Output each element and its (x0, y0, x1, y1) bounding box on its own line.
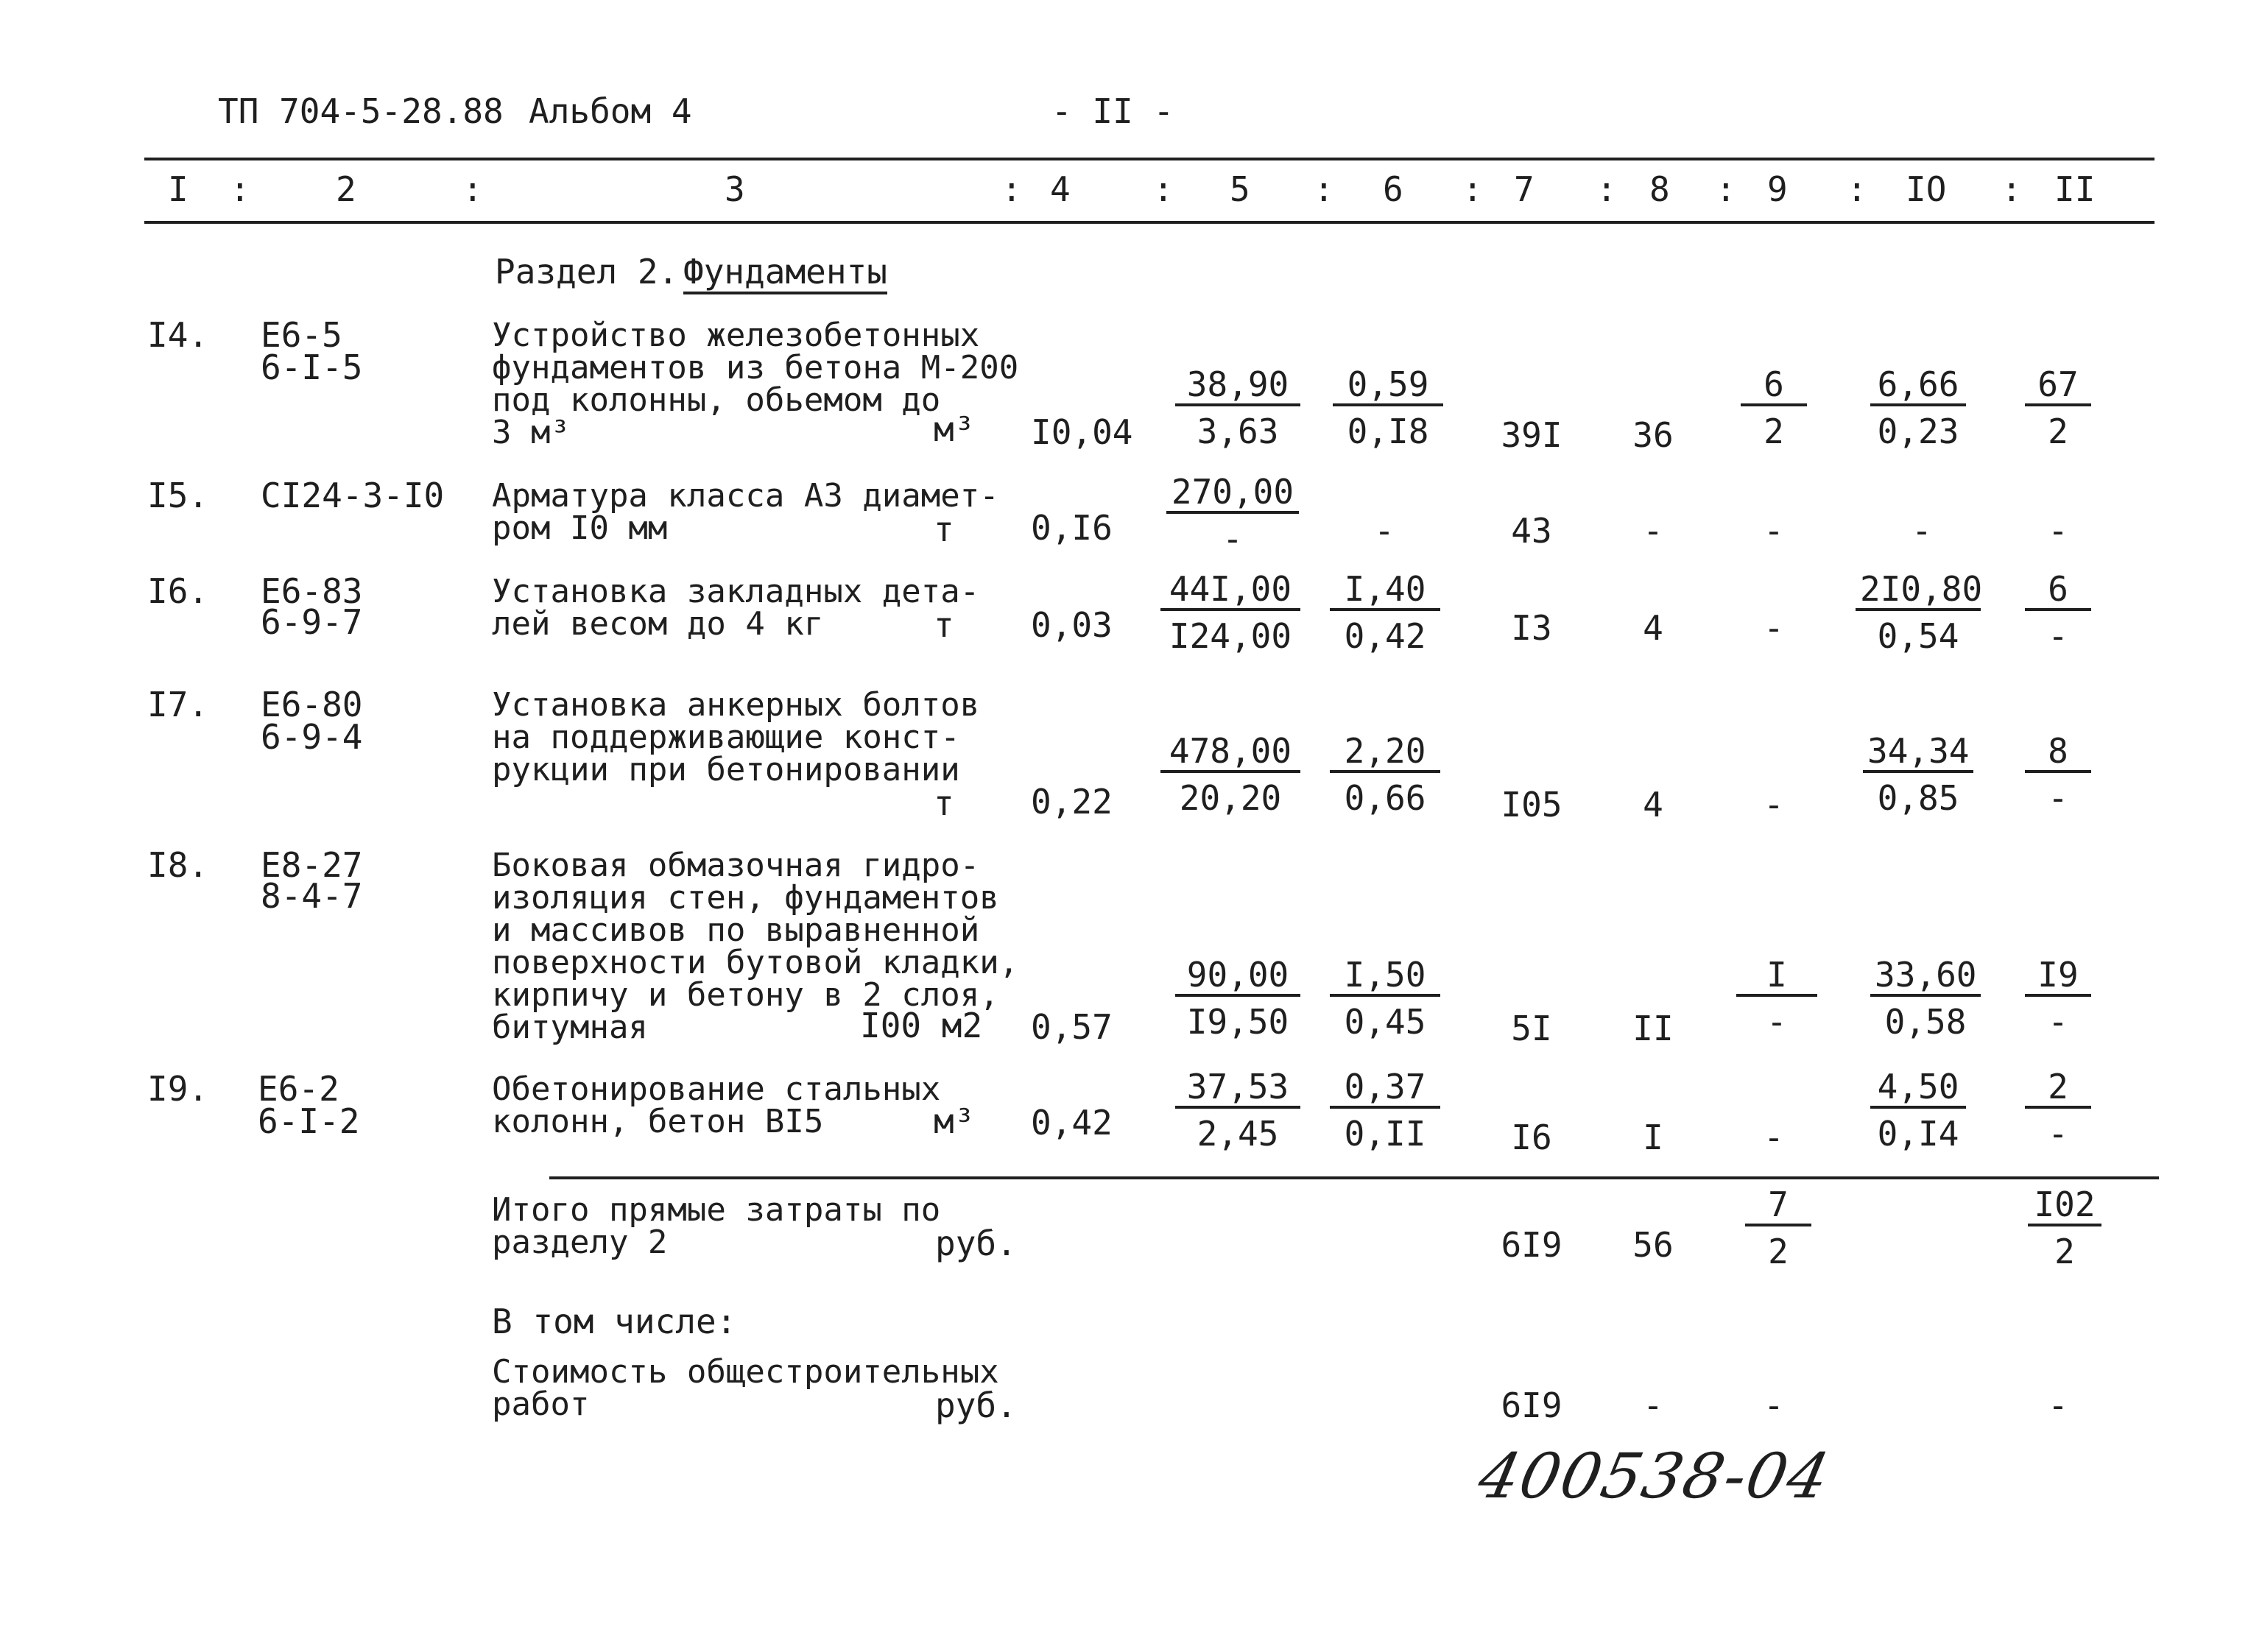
col7-value: I6 (1511, 1118, 1552, 1157)
row-quantity: 0,57 (1031, 1007, 1113, 1047)
section-title: Фундаменты (683, 255, 887, 294)
col9-value: - (1764, 608, 1784, 648)
general-col9: - (1764, 1386, 1784, 1425)
row-unit: т (934, 783, 954, 823)
row-description: Арматура класса А3 диамет- ром I0 мм (492, 477, 999, 547)
col-header-4: 4 (1050, 169, 1071, 209)
col11-fraction: 2 - (2025, 1069, 2091, 1152)
col8-value: 36 (1632, 415, 1674, 455)
row-code-secondary: 6-I-5 (261, 347, 363, 387)
row-quantity: 0,I6 (1031, 508, 1113, 548)
row-description: Устройство железобетонных фундаментов из бетона М-200 под колонны, обьемом до 3 м³ (492, 317, 1019, 451)
page-number: - II - (1051, 91, 1174, 131)
row-number: I9. (147, 1069, 209, 1109)
col5-fraction: $\frac{38,90}{3,63}$ (1175, 367, 1300, 450)
general-col8: - (1643, 1386, 1663, 1425)
col6-fraction: $\frac{2,20}{0,66}$ (1330, 733, 1440, 816)
col-header-2: 2 (336, 169, 356, 209)
col9-fraction: I - (1736, 957, 1817, 1040)
col7-value: 43 (1511, 511, 1552, 551)
col10-fraction: $\frac{34,34}{0,85}$ (1863, 733, 1973, 816)
section-title-prefix: Раздел 2. (495, 252, 679, 292)
col6-fraction: $\frac{I,40}{0,42}$ (1330, 571, 1440, 654)
row-quantity: 0,03 (1031, 605, 1113, 645)
row-number: I4. (147, 315, 209, 355)
col5-fraction: $\frac{478,00}{20,20}$ (1160, 733, 1300, 816)
col-separator: : (1847, 169, 1867, 209)
row-quantity: 0,22 (1031, 782, 1113, 822)
col-header-3: 3 (725, 169, 745, 209)
total-col8: 56 (1632, 1225, 1674, 1265)
col-separator: : (230, 169, 250, 209)
handwritten-stamp: 400538-04 (1472, 1440, 1837, 1512)
col9-value: - (1764, 1118, 1784, 1157)
col-separator: : (462, 169, 483, 209)
album-label: Альбом 4 (529, 91, 692, 131)
col10-fraction: $\frac{4,50}{0,I4}$ (1870, 1069, 1966, 1152)
row-quantity: 0,42 (1031, 1103, 1113, 1143)
col11-value: - (2048, 511, 2068, 551)
row-code: Е6-80 (261, 685, 363, 724)
col10-fraction: $\frac{33,60}{0,58}$ (1870, 957, 1981, 1040)
col-header-8: 8 (1649, 169, 1670, 209)
row-code: Е6-5 (261, 315, 342, 355)
row-number: I5. (147, 476, 209, 515)
col6-fraction: $\frac{I,50}{0,45}$ (1330, 957, 1440, 1040)
row-code-secondary: 6-9-4 (261, 717, 363, 757)
col-separator: : (1596, 169, 1617, 209)
col-separator: : (2001, 169, 2022, 209)
col-header-6: 6 (1383, 169, 1403, 209)
row-description: Установка анкерных болтов на поддерживающие конст- рукции при бетонировании (492, 686, 980, 788)
row-unit: т (934, 509, 954, 549)
row-code-secondary: 6-9-7 (261, 602, 363, 642)
header-bottom-rule (144, 221, 2154, 224)
col5-fraction: 270,00 - (1166, 474, 1299, 557)
row-code: Е6-2 (258, 1069, 339, 1109)
col9-fraction: $\frac{6}{2}$ (1741, 367, 1807, 450)
col9-value: - (1764, 511, 1784, 551)
row-unit: т (934, 605, 954, 645)
col6-fraction: $\frac{0,37}{0,II}$ (1330, 1069, 1440, 1152)
col8-value: 4 (1643, 608, 1663, 648)
row-number: I6. (147, 571, 209, 611)
row-description: Установка закладных дета- лей весом до 4 кг (492, 573, 980, 643)
col-separator: : (1001, 169, 1022, 209)
col10-fraction: $\frac{2I0,80}{0,54}$ (1856, 571, 1981, 654)
row-description: Обетонирование стальных колонн, бетон BI5 (492, 1070, 941, 1140)
general-unit: руб. (935, 1386, 1017, 1425)
col8-value: 4 (1643, 785, 1663, 825)
row-unit: м³ (934, 1101, 975, 1141)
col11-fraction: 6 - (2025, 571, 2091, 654)
header-top-rule (144, 158, 2154, 160)
row-code-secondary: 8-4-7 (261, 876, 363, 916)
col-separator: : (1153, 169, 1174, 209)
col-separator: : (1462, 169, 1483, 209)
row-number: I7. (147, 685, 209, 724)
general-label: Стоимость общестроительных работ (492, 1353, 999, 1423)
col11-fraction: $\frac{67}{2}$ (2025, 367, 2091, 450)
col7-value: 39I (1501, 415, 1562, 455)
col-header-10: IO (1906, 169, 1947, 209)
col9-value: - (1764, 785, 1784, 825)
col7-value: I3 (1511, 608, 1552, 648)
row-code: Е6-83 (261, 571, 363, 611)
col-separator: : (1716, 169, 1736, 209)
including-label: В том числе: (492, 1302, 737, 1341)
total-col11-fraction: $\frac{I02}{2}$ (2028, 1187, 2101, 1270)
row-code: СI24-3-I0 (261, 476, 445, 515)
total-rule (549, 1176, 2159, 1179)
col5-fraction: $\frac{90,00}{I9,50}$ (1175, 957, 1300, 1040)
col-header-1: I (168, 169, 188, 209)
col6-value: - (1374, 511, 1395, 551)
col8-value: II (1632, 1009, 1674, 1048)
col-header-11: II (2054, 169, 2096, 209)
col5-fraction: $\frac{44I,00}{I24,00}$ (1160, 571, 1300, 654)
col5-fraction: $\frac{37,53}{2,45}$ (1175, 1069, 1300, 1152)
col-separator: : (1314, 169, 1334, 209)
total-col9-fraction: $\frac{7}{2}$ (1745, 1187, 1811, 1270)
col11-fraction: I9 - (2025, 957, 2091, 1040)
general-col11: - (2048, 1386, 2068, 1425)
col10-fraction: $\frac{6,66}{0,23}$ (1870, 367, 1966, 450)
col7-value: 5I (1511, 1009, 1552, 1048)
col-header-5: 5 (1230, 169, 1250, 209)
total-unit: руб. (935, 1224, 1017, 1263)
col6-fraction: $\frac{0,59}{0,I8}$ (1333, 367, 1443, 450)
row-unit: м³ (934, 409, 975, 449)
col10-value: - (1912, 511, 1932, 551)
row-unit: I00 м2 (860, 1006, 983, 1045)
col7-value: I05 (1501, 785, 1562, 825)
row-number: I8. (147, 845, 209, 885)
col-header-7: 7 (1514, 169, 1535, 209)
general-col7: 6I9 (1501, 1386, 1562, 1425)
col11-fraction: 8 - (2025, 733, 2091, 816)
total-col7: 6I9 (1501, 1225, 1562, 1265)
col-header-9: 9 (1767, 169, 1788, 209)
row-code: Е8-27 (261, 845, 363, 885)
col8-value: - (1643, 511, 1663, 551)
row-description: Боковая обмазочная гидро- изоляция стен, фундаментов и массивов по выравненной поверхности бутовой кладки, кирпичу и бетону в 2 слоя, битумная (492, 847, 1019, 1046)
document-code: ТП 704-5-28.88 (218, 91, 504, 131)
row-quantity: I0,04 (1031, 412, 1133, 452)
row-code-secondary: 6-I-2 (258, 1101, 360, 1141)
total-label: Итого прямые затраты по разделу 2 (492, 1191, 941, 1261)
col8-value: I (1643, 1118, 1663, 1157)
